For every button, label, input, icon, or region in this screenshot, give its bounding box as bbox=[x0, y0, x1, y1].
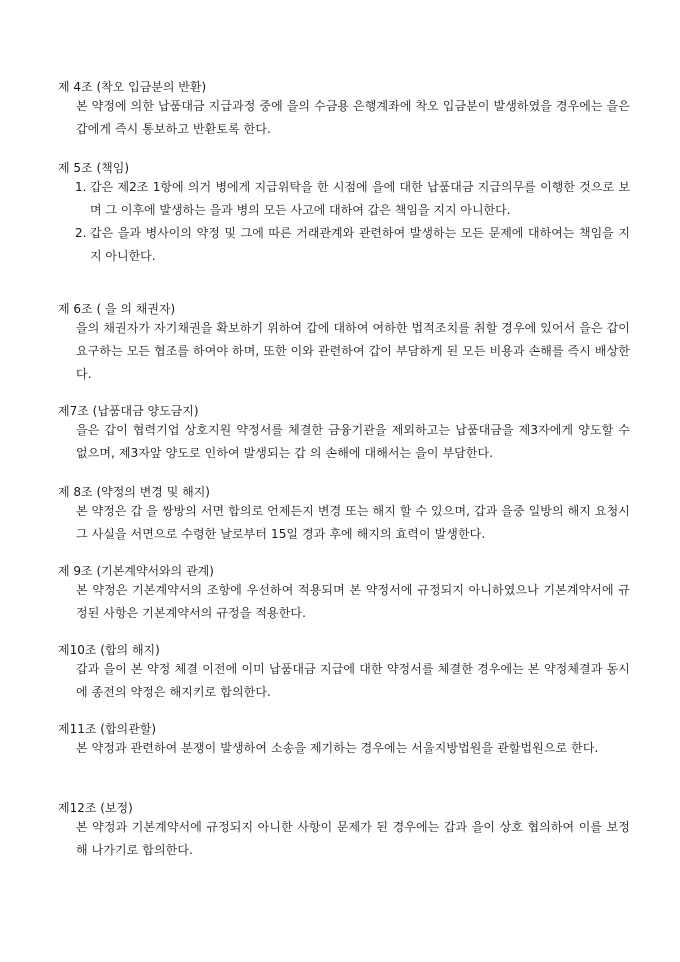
article-12 bbox=[58, 800, 630, 862]
article-title: 제11조 (합의관할) bbox=[58, 722, 156, 736]
article-9 bbox=[58, 563, 630, 625]
article-5 bbox=[58, 160, 630, 268]
clause-number: 1. bbox=[75, 180, 87, 194]
article-8 bbox=[58, 484, 630, 546]
article-11 bbox=[58, 721, 630, 760]
article-body: 본 약정은 기본계약서의 조항에 우선하여 적용되며 본 약정서에 규정되지 아니하였으나 기본계약서에 규정된 사항은 기본계약서의 규정을 적용한다. bbox=[76, 583, 630, 620]
clause-text: 갑은 을과 병사이의 약정 및 그에 따른 거래관계와 관련하여 발생하는 모든 문제에 대하여는 책임을 지지 아니한다. bbox=[90, 226, 630, 263]
article-title: 제 5조 (책임) bbox=[58, 161, 129, 175]
article-6 bbox=[58, 301, 630, 386]
article-title: 제12조 (보정) bbox=[58, 801, 133, 815]
article-body: 본 약정과 관련하여 분쟁이 발생하여 소송을 제기하는 경우에는 서울지방법원을 관할법원으로 한다. bbox=[76, 741, 599, 755]
article-body: 본 약정에 의한 납품대금 지급과정 중에 을의 수금용 은행계좌에 착오 입금분이 발생하였을 경우에는 을은 갑에게 즉시 통보하고 반환토록 한다. bbox=[76, 99, 630, 136]
article-title: 제10조 (합의 해지) bbox=[58, 643, 160, 657]
article-title: 제7조 (납품대금 양도금지) bbox=[58, 404, 199, 418]
article-title: 제 6조 ( 을 의 채권자) bbox=[58, 302, 176, 316]
clause-item bbox=[58, 176, 630, 222]
article-title: 제 8조 (약정의 변경 및 해지) bbox=[58, 485, 210, 499]
clause-item bbox=[58, 222, 630, 268]
article-clause-list bbox=[58, 176, 630, 268]
article-4 bbox=[58, 79, 630, 141]
article-7 bbox=[58, 403, 630, 465]
article-body: 본 약정은 갑 을 쌍방의 서면 합의로 언제든지 변경 또는 해지 할 수 있으며, 갑과 을중 일방의 해지 요청시 그 사실을 서면으로 수령한 날로부터 15일 경과 후에 해지의 효력이 발생한다. bbox=[76, 504, 630, 541]
article-title: 제 9조 (기본계약서와의 관계) bbox=[58, 564, 214, 578]
article-body: 갑과 을이 본 약정 체결 이전에 이미 납품대금 지급에 대한 약정서를 체결한 경우에는 본 약정체결과 동시에 종전의 약정은 해지키로 합의한다. bbox=[76, 662, 630, 699]
clause-number: 2. bbox=[75, 226, 87, 240]
article-10 bbox=[58, 642, 630, 704]
article-body: 본 약정과 기본계약서에 규정되지 아니한 사항이 문제가 된 경우에는 갑과 을이 상호 협의하여 이를 보정해 나가기로 합의한다. bbox=[76, 820, 630, 857]
article-title: 제 4조 (착오 입금분의 반환) bbox=[58, 80, 207, 94]
article-body: 을은 갑이 협력기업 상호지원 약정서를 체결한 금융기관을 제외하고는 납품대금을 제3자에게 양도할 수 없으며, 제3자앞 양도로 인하여 발생되는 갑 의 손해에 대해서는 을이 부담한다. bbox=[76, 423, 630, 460]
article-body: 을의 채권자가 자기채권을 확보하기 위하여 갑에 대하여 여하한 법적조치를 취할 경우에 있어서 을은 갑이 요구하는 모든 협조를 하여야 하며, 또한 이와 관련하여 갑이 부담하게 된 모든 비용과 손해를 즉시 배상한다. bbox=[76, 321, 630, 381]
clause-text: 갑은 제2조 1항에 의거 병에게 지급위탁을 한 시점에 을에 대한 납품대금 지급의무를 이행한 것으로 보며 그 이후에 발생하는 을과 병의 모든 사고에 대하여 갑은 책임을 지지 아니한다. bbox=[90, 180, 630, 217]
